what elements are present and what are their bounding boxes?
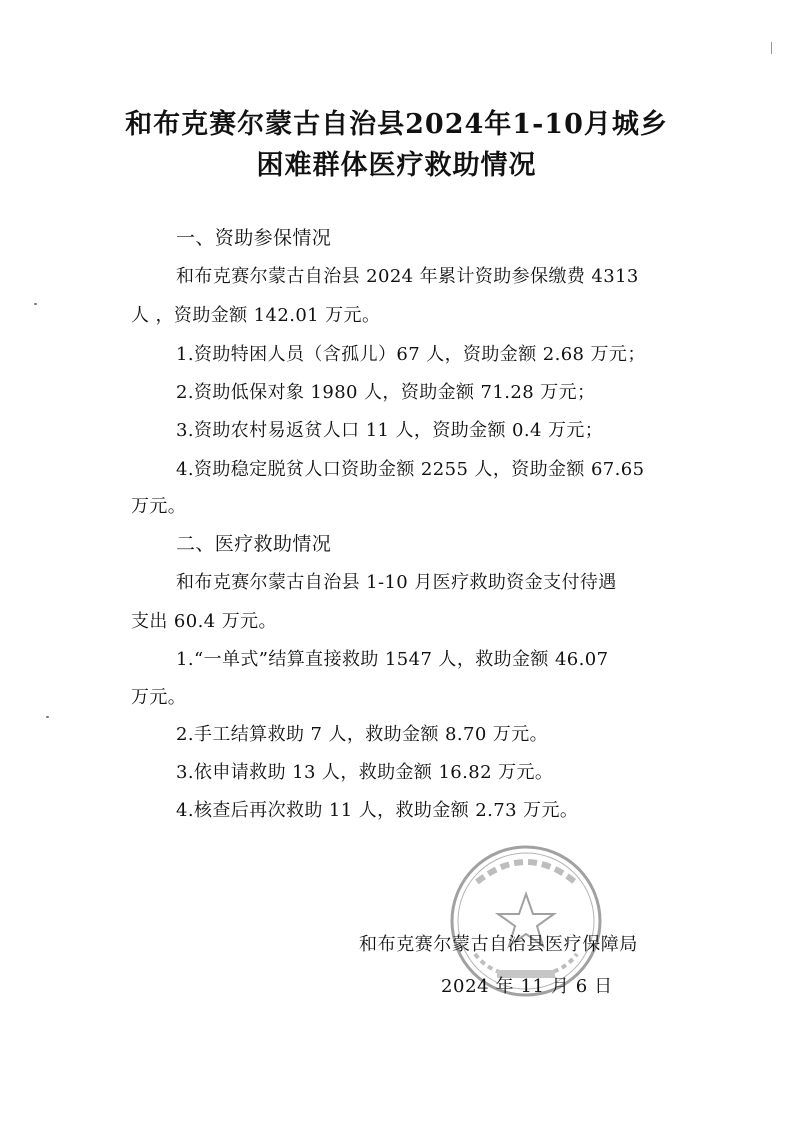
section-2-heading: 二、医疗救助情况	[176, 533, 332, 555]
section-2-item-3: 3.依申请救助 13 人，救助金额 16.82 万元。	[176, 762, 554, 783]
section-2-intro-line-2: 支出 60.4 万元。	[131, 611, 277, 632]
section-2-item-1-line-1: 1.“一单式”结算直接救助 1547 人，救助金额 46.07	[176, 649, 609, 670]
section-1-heading: 一、资助参保情况	[176, 227, 332, 249]
scan-speck	[46, 716, 49, 718]
section-2-item-4: 4.核查后再次救助 11 人，救助金额 2.73 万元。	[176, 800, 579, 821]
section-2-item-1-line-2: 万元。	[131, 687, 187, 708]
section-1-item-3: 3.资助农村易返贫人口 11 人，资助金额 0.4 万元；	[176, 420, 604, 441]
section-1-intro-line-2: 人 ，资助金额 142.01 万元。	[131, 305, 381, 326]
document-title-line-2: 困难群体医疗救助情况	[256, 150, 537, 181]
section-2-intro-line-1: 和布克赛尔蒙古自治县 1-10 月医疗救助资金支付待遇	[176, 572, 617, 593]
scan-edge-mark	[771, 42, 772, 54]
issue-date: 2024 年 11 月 6 日	[441, 976, 613, 997]
section-1-item-4-line-2: 万元。	[131, 496, 187, 517]
scan-speck	[34, 303, 37, 305]
section-1-item-4-line-1: 4.资助稳定脱贫人口资助金额 2255 人，资助金额 67.65	[176, 459, 645, 480]
document-title-line-1: 和布克赛尔蒙古自治县2024年1-10月城乡	[125, 109, 668, 140]
section-1-item-2: 2.资助低保对象 1980 人，资助金额 71.28 万元；	[176, 382, 596, 403]
section-1-item-1: 1.资助特困人员（含孤儿）67 人，资助金额 2.68 万元；	[176, 344, 646, 365]
issuing-organization: 和布克赛尔蒙古自治县医疗保障局	[359, 934, 638, 955]
section-2-item-2: 2.手工结算救助 7 人，救助金额 8.70 万元。	[176, 724, 548, 745]
section-1-intro-line-1: 和布克赛尔蒙古自治县 2024 年累计资助参保缴费 4313	[176, 266, 639, 287]
